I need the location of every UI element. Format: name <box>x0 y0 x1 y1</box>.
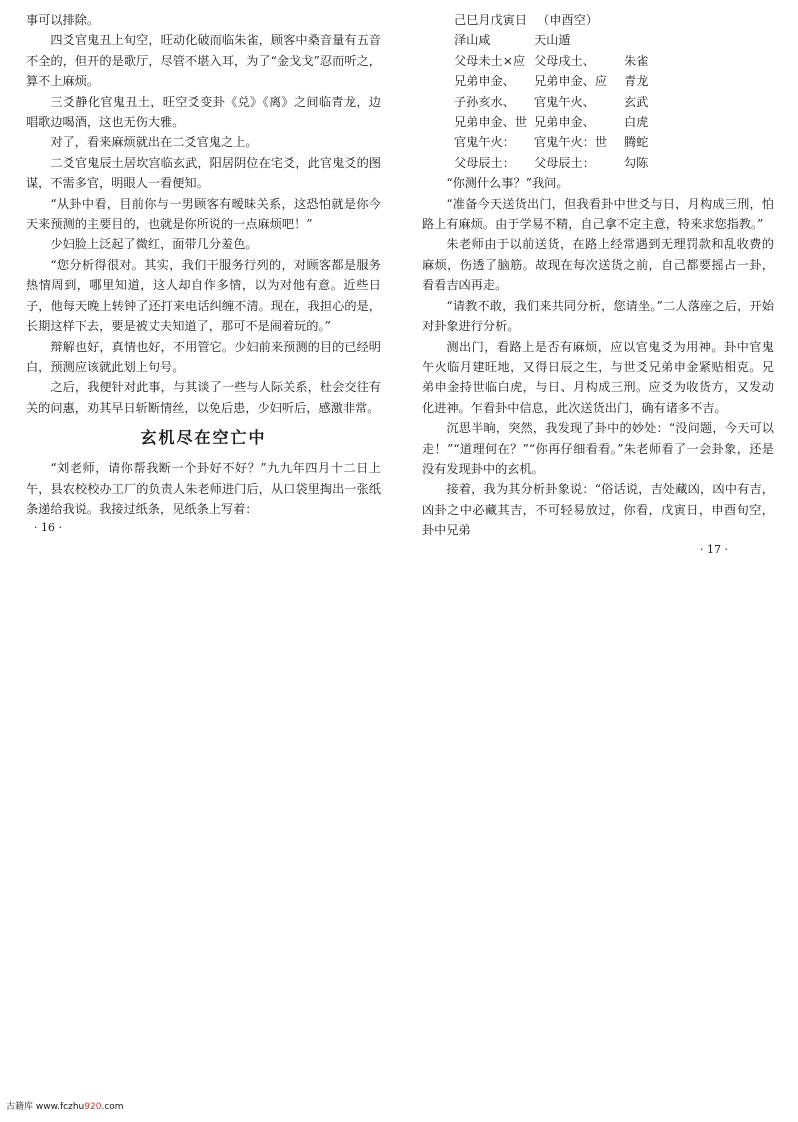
hexagram-line-changed: 官鬼午火、 <box>534 94 595 109</box>
right-paragraph: “请教不敢，我们来共同分析，您请坐。”二人落座之后，开始对卦象进行分析。 <box>422 298 774 334</box>
site-url-highlight: 920 <box>84 1102 102 1112</box>
hexagram-spirit: 白虎 <box>624 115 649 130</box>
hexagram-line-original: 父母未土×应 <box>454 53 526 68</box>
right-paragraph: “准备今天送货出门，但我看卦中世爻与日，月构成三刑，怕路上有麻烦。由于学易不精，自己拿不定主意，特来求您指教。” <box>422 196 774 232</box>
left-paragraph: 三爻静化官鬼丑土，旺空爻变卦《兑》《离》之间临青龙，边唱歌边喝酒，这也无伤大雅。 <box>26 94 381 130</box>
left-paragraph: 事可以排除。 <box>26 13 100 27</box>
hexagram-line-original: 子孙亥水、 <box>454 94 515 109</box>
hexagram-line-changed: 兄弟申金、应 <box>534 74 608 89</box>
hexagram-spirit: 玄武 <box>624 94 649 109</box>
hexagram-row <box>454 112 774 132</box>
left-paragraph: 少妇脸上泛起了微红，面带几分羞色。 <box>50 237 258 252</box>
hexagram-line-changed: 兄弟申金、 <box>534 115 595 130</box>
left-paragraph: 四爻官鬼丑上旬空，旺动化破而临朱雀，顾客中桑音量有五音不全的，但开的是歌厅，尽管不堪入耳，为了“金戈戈”忍而听之，算不上麻烦。 <box>26 33 381 89</box>
hexagram-line-changed: 父母辰土： <box>534 155 595 170</box>
hexagram-row <box>454 92 774 112</box>
hexagram-spirit: 朱雀 <box>624 53 649 68</box>
hexagram-name-changed: 天山遁 <box>534 33 571 48</box>
hexagram-row <box>454 71 774 91</box>
page-number-right: · 17 · <box>700 542 728 556</box>
hexagram-row <box>454 132 774 152</box>
hexagram-date-text: 己巳月戊寅日 <box>454 13 528 27</box>
hexagram-line-changed: 父母戌土、 <box>534 53 595 68</box>
left-paragraph: 之后，我便针对此事，与其谈了一些与人际关系，杜会交往有关的问惠，劝其早日斩断情丝，以免后患，少妇听后，感激非常。 <box>26 380 381 415</box>
left-page <box>26 10 381 537</box>
hexagram-line-changed: 官鬼午火：世 <box>534 135 608 150</box>
right-paragraph: 测出门，看路上是否有麻烦，应以官鬼爻为用神。卦中官鬼午火临月建旺地，又得日辰之生，与世爻兄弟申金紧贴相克。兄弟申金持世临白虎，与日、月构成三刑。应爻为收货方，又发动化进神。乍看卦中信息，此次送货出门，确有诸多不吉。 <box>422 339 774 415</box>
site-name: 古籍库 <box>6 1102 34 1112</box>
site-url-prefix: www.fczhu <box>35 1102 85 1112</box>
left-paragraph: “您分析得很对。其实，我们干服务行列的，对顾客都是服务热情周到，哪里知道，这人却自作多情，以为对他有意。近些日子，他每天晚上转钟了还打来电话纠缠不清。现在，我担心的是，长期这样下去，要是被丈夫知道了，那可不是闹着玩的。” <box>26 257 381 334</box>
hexagram-row <box>454 51 774 71</box>
right-page <box>422 10 774 559</box>
site-footer <box>6 1099 124 1112</box>
hexagram-names <box>454 30 774 50</box>
left-paragraph: 二爻官鬼辰土居坎宫临玄武，阳居阴位在宅爻，此官鬼爻的图谋，不需多官，明眼人一看便知。 <box>26 155 381 191</box>
right-paragraph: 接着，我为其分析卦象说：“俗话说，吉处藏凶，凶中有吉，凶卦之中必藏其吉，不可轻易放过，你看，戊寅日，申酉旬空，卦中兄弟 <box>422 482 774 538</box>
hexagram-spirit: 勾陈 <box>624 155 649 170</box>
hexagram-date <box>454 10 774 30</box>
left-paragraph: “从卦中看，目前你与一男顾客有暧昧关系，这恐怕就是你今天来预测的主要目的，也就是你所说的一点麻烦吧！” <box>26 196 381 232</box>
section-heading: 玄机尽在空亡中 <box>140 428 267 448</box>
right-paragraph: “你测什么事？”我问。 <box>446 176 569 191</box>
hexagram-row <box>454 153 774 173</box>
page-number-left: · 16 · <box>34 521 62 535</box>
hexagram-line-original: 官鬼午火： <box>454 135 515 150</box>
site-url-suffix: .com <box>101 1102 124 1112</box>
hexagram-kong: （申酉空） <box>537 13 599 27</box>
right-paragraph: 沉思半晌，突然，我发现了卦中的妙处：“没问题，今天可以走！”“道理何在？”“你再仔细看看。”朱老师看了一会卦象，还是没有发现卦中的玄机。 <box>422 421 774 476</box>
hexagram-name-original: 泽山咸 <box>454 33 491 48</box>
hexagram-spirit: 腾蛇 <box>624 135 649 150</box>
left-paragraph: “刘老师，请你帮我断一个卦好不好？”九九年四月十二日上午，县农校校办工厂的负责人朱老师进门后，从口袋里掏出一张纸条递给我说。我接过纸条，见纸条上写着： <box>26 461 381 516</box>
hexagram-line-original: 兄弟申金、世 <box>454 115 528 130</box>
left-paragraph: 对了，看来麻烦就出在二爻官鬼之上。 <box>50 135 258 150</box>
hexagram-line-original: 父母辰土： <box>454 155 515 170</box>
left-paragraph: 辩解也好，真情也好，不用管它。少妇前来预测的目的已经明白，预测应该就此划上句号。 <box>26 339 381 374</box>
right-paragraph: 朱老师由于以前送货，在路上经常遇到无理罚款和乱收费的麻烦，伤透了脑筋。故现在每次送货之前，自己都要摇占一卦，看看吉凶再走。 <box>422 237 774 293</box>
hexagram-line-original: 兄弟申金、 <box>454 74 515 89</box>
hexagram-spirit: 青龙 <box>624 74 649 89</box>
site-url[interactable] <box>36 1102 124 1112</box>
